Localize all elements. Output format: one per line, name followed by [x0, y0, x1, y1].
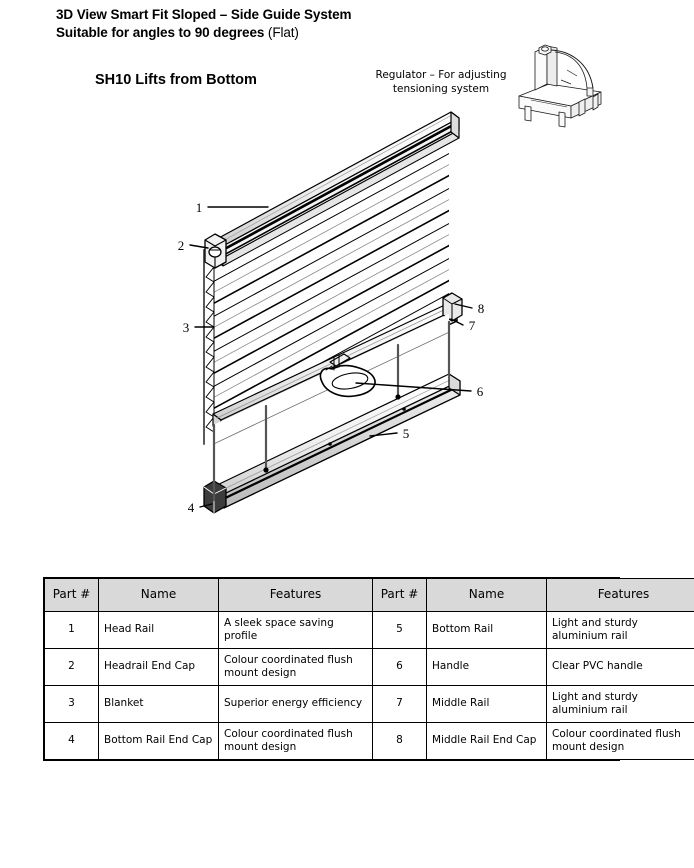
title-line-2-bold: Suitable for angles to 90 degrees [56, 24, 265, 40]
cell-features: Colour coordinated flush mount design [547, 723, 694, 760]
regulator-caption-line-2: tensioning system [392, 83, 490, 96]
headrail-end-cap-part [205, 234, 226, 268]
table-row [45, 612, 694, 649]
cell-features: Superior energy efficiency [219, 686, 373, 723]
table-row [45, 686, 694, 723]
cell-name: Bottom Rail [427, 612, 547, 649]
cell-name: Blanket [99, 686, 219, 723]
callout-1: 1 [195, 200, 203, 215]
callout-2: 2 [177, 238, 185, 253]
callout-3: 3 [182, 320, 190, 335]
cell-part-number: 8 [373, 723, 427, 760]
title-line-2-flat: (Flat) [267, 24, 299, 40]
header-features-right: Features [547, 579, 694, 612]
callout-6: 6 [476, 384, 484, 399]
cell-part-number: 7 [373, 686, 427, 723]
callout-8: 8 [477, 301, 485, 316]
cell-features: Colour coordinated flush mount design [219, 723, 373, 760]
cell-features: Clear PVC handle [547, 649, 694, 686]
table-row [45, 723, 694, 760]
cell-name: Head Rail [99, 612, 219, 649]
cell-part-number: 2 [45, 649, 99, 686]
header-name-left: Name [99, 579, 219, 612]
header-part-number-right: Part # [373, 579, 427, 612]
regulator-caption-line-1: Regulator – For adjusting [375, 69, 507, 81]
header-part-number-left: Part # [45, 579, 99, 612]
header-name-right: Name [427, 579, 547, 612]
cell-name: Handle [427, 649, 547, 686]
subtitle: SH10 Lifts from Bottom [95, 72, 257, 88]
parts-table [44, 578, 694, 760]
cell-part-number: 5 [373, 612, 427, 649]
cell-features: A sleek space saving profile [219, 612, 373, 649]
cell-features: Colour coordinated flush mount design [219, 649, 373, 686]
cell-name: Bottom Rail End Cap [99, 723, 219, 760]
table-header-row [45, 579, 694, 612]
cell-name: Headrail End Cap [99, 649, 219, 686]
callout-7: 7 [468, 318, 476, 333]
cell-part-number: 4 [45, 723, 99, 760]
table-row [45, 649, 694, 686]
title-line-1: 3D View Smart Fit Sloped – Side Guide System [56, 7, 352, 22]
cell-part-number: 6 [373, 649, 427, 686]
header-features-left: Features [219, 579, 373, 612]
cell-part-number: 3 [45, 686, 99, 723]
cell-name: Middle Rail [427, 686, 547, 723]
cell-features: Light and sturdy aluminium rail [547, 612, 694, 649]
cell-name: Middle Rail End Cap [427, 723, 547, 760]
cell-part-number: 1 [45, 612, 99, 649]
cell-features: Light and sturdy aluminium rail [547, 686, 694, 723]
callout-4: 4 [187, 500, 195, 515]
callout-5: 5 [402, 426, 410, 441]
